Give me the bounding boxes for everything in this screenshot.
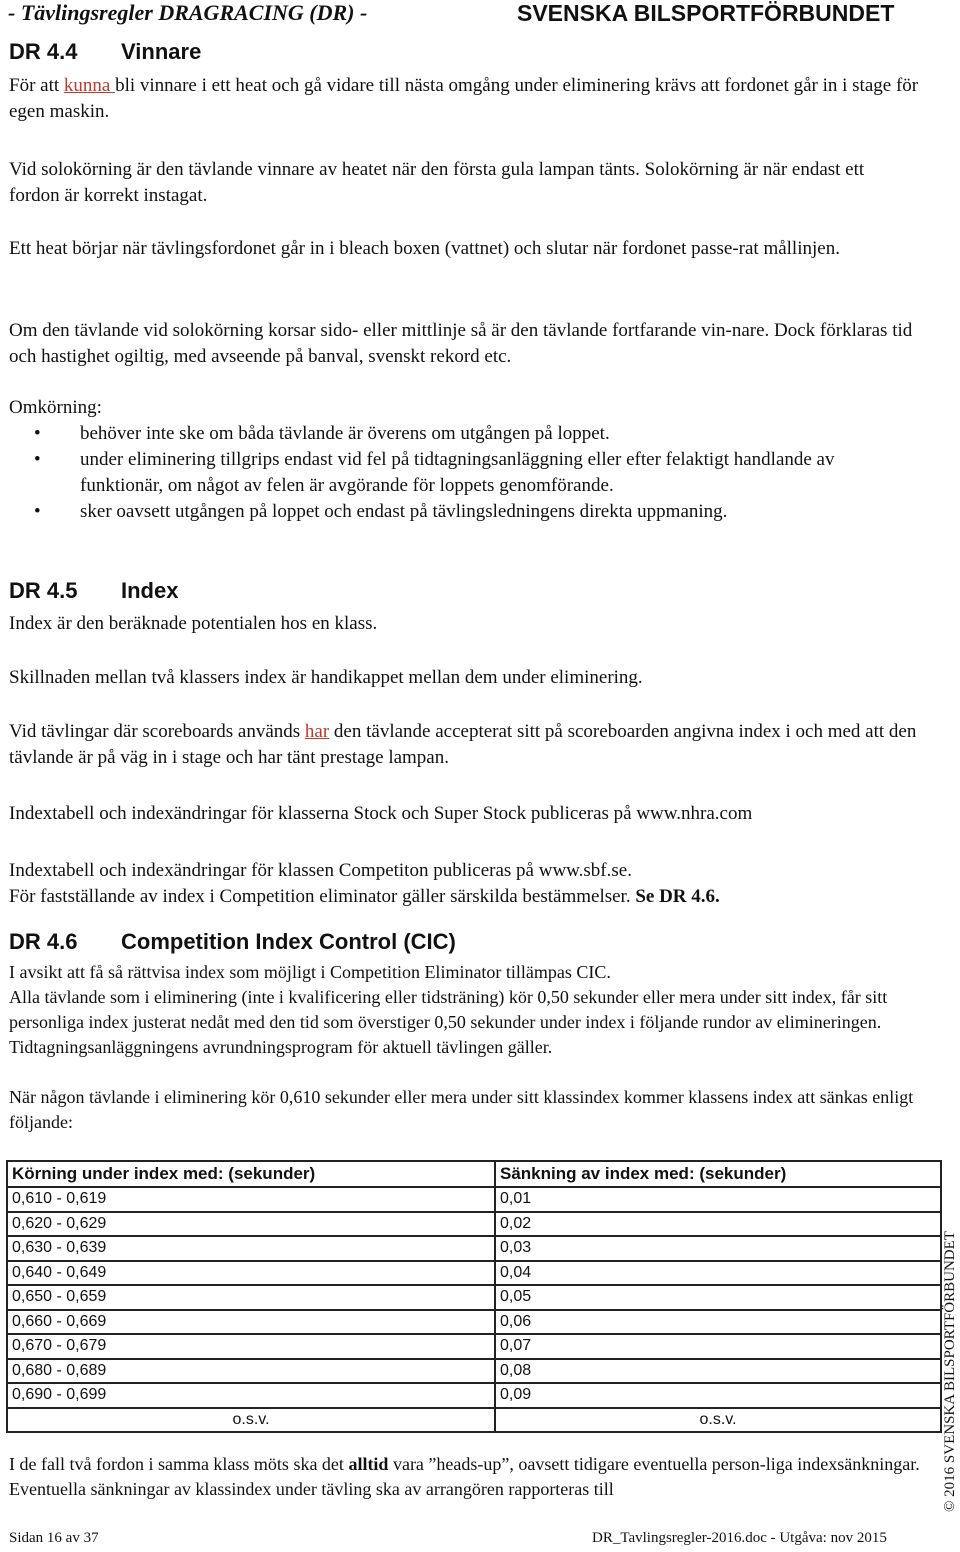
paragraph-vinnare-3: Ett heat börjar när tävlingsfordonet går in i bleach boxen (vattnet) och slutar när fordonet passe-rat mållinjen.	[9, 238, 840, 259]
table-header-cell: Körning under index med: (sekunder)	[7, 1161, 495, 1187]
table-row	[7, 1187, 941, 1212]
document-info: DR_Tavlingsregler-2016.doc - Utgåva: nov 2015	[592, 1530, 887, 1546]
table-cell: 0,08	[495, 1359, 941, 1384]
table-cell: o.s.v.	[7, 1408, 495, 1433]
paragraph-index-2: Skillnaden mellan två klassers index är handikappet mellan dem under eliminering.	[9, 667, 643, 688]
table-cell: 0,09	[495, 1383, 941, 1408]
table-row	[7, 1383, 941, 1408]
omkorning-label: Omkörning:	[9, 397, 102, 418]
table-cell: 0,02	[495, 1212, 941, 1237]
paragraph-cic-4: I de fall två fordon i samma klass möts ska det alltid vara ”heads-up”, oavsett tidigare eventuella person-liga indexsänkningar. Eventuella sänkningar av klassindex under tävling ska av arrangören rapporteras till	[9, 1454, 920, 1499]
index-reduction-table	[6, 1160, 942, 1433]
kunna-link[interactable]: kunna	[63, 75, 116, 96]
paragraph-vinnare-4: Om den tävlande vid solokörning korsar sido- eller mittlinje så är den tävlande fortfarande vin-nare. Dock förklaras tid och hastighet ogiltig, med avseende på banval, svenskt rekord etc.	[9, 320, 913, 367]
section-number-4-6: DR 4.6	[9, 929, 78, 954]
table-row	[7, 1310, 941, 1335]
paragraph-index-4: Indextabell och indexändringar för klasserna Stock och Super Stock publiceras på www.nhra.com	[9, 803, 753, 824]
table-cell: 0,04	[495, 1261, 941, 1286]
paragraph-cic-2: Alla tävlande som i eliminering (inte i kvalificering eller tidsträning) kör 0,50 sekunder eller mera under sitt index, får sitt personliga index justerat nedåt med den tid som överstiger 0,50 sekunder under index i följande rundor av elimineringen. Tidtagningsanläggningens avrundningsprogram för aktuell tävlingen gäller.	[9, 987, 888, 1057]
paragraph-index-6: För fastställande av index i Competition eliminator gäller särskilda bestämmelser. Se DR 4.6.	[9, 886, 720, 907]
bullet-icon: •	[34, 501, 41, 522]
list-item: • under eliminering tillgrips endast vid fel på tidtagningsanläggning eller efter felaktigt handlande av funktionär, om något av felen är avgörande för loppets genomförande.	[34, 449, 835, 496]
table-row	[7, 1236, 941, 1261]
table-cell: 0,680 - 0,689	[7, 1359, 495, 1384]
paragraph-vinnare-2: Vid solokörning är den tävlande vinnare av heatet när den första gula lampan tänts. Solokörning är när endast ett fordon är korrekt instagat.	[9, 159, 865, 206]
table-cell: 0,03	[495, 1236, 941, 1261]
table-row	[7, 1334, 941, 1359]
table-cell: o.s.v.	[495, 1408, 941, 1433]
paragraph-cic-3: När någon tävlande i eliminering kör 0,610 sekunder eller mera under sitt klassindex kommer klassens index att sänkas enligt följande:	[9, 1087, 914, 1132]
table-row	[7, 1261, 941, 1286]
table-cell: 0,01	[495, 1187, 941, 1212]
list-item: • sker oavsett utgången på loppet och endast på tävlingsledningens direkta uppmaning.	[30, 499, 920, 525]
table-cell: 0,660 - 0,669	[7, 1310, 495, 1335]
paragraph-vinnare-1: För att kunna bli vinnare i ett heat och gå vidare till nästa omgång under eliminering krävs att fordonet går in i stage för egen maskin.	[9, 75, 919, 122]
section-title-vinnare: Vinnare	[121, 39, 202, 64]
table-cell: 0,620 - 0,629	[7, 1212, 495, 1237]
header-organization: SVENSKA BILSPORTFÖRBUNDET	[517, 0, 895, 26]
bullet-icon: •	[34, 423, 41, 444]
paragraph-index-3: Vid tävlingar där scoreboards används har den tävlande accepterat sitt på scoreboarden angivna index i och med att den tävlande är på väg in i stage och har tänt prestage lampan.	[9, 721, 917, 768]
table-cell: 0,690 - 0,699	[7, 1383, 495, 1408]
section-title-cic: Competition Index Control (CIC)	[121, 929, 456, 954]
table-cell: 0,670 - 0,679	[7, 1334, 495, 1359]
list-item: • behöver inte ske om båda tävlande är överens om utgången på loppet.	[30, 421, 920, 447]
har-link[interactable]: har	[304, 721, 330, 742]
table-row	[7, 1359, 941, 1384]
section-number-4-5: DR 4.5	[9, 578, 78, 603]
paragraph-cic-1: I avsikt att få så rättvisa index som möjligt i Competition Eliminator tillämpas CIC.	[9, 962, 611, 982]
table-cell: 0,07	[495, 1334, 941, 1359]
table-cell: 0,640 - 0,649	[7, 1261, 495, 1286]
table-cell: 0,06	[495, 1310, 941, 1335]
table-cell: 0,610 - 0,619	[7, 1187, 495, 1212]
header-title: - Tävlingsregler DRAGRACING (DR) -	[8, 0, 368, 25]
table-cell: 0,630 - 0,639	[7, 1236, 495, 1261]
table-row	[7, 1408, 941, 1433]
table-cell: 0,650 - 0,659	[7, 1285, 495, 1310]
section-title-index: Index	[121, 578, 179, 603]
paragraph-index-5: Indextabell och indexändringar för klassen Competiton publiceras på www.sbf.se.	[9, 860, 632, 881]
table-row	[7, 1212, 941, 1237]
table-header-row	[7, 1161, 941, 1187]
table-header-cell: Sänkning av index med: (sekunder)	[495, 1161, 941, 1187]
section-number-4-4: DR 4.4	[9, 39, 78, 64]
bullet-icon: •	[34, 449, 41, 470]
table-row	[7, 1285, 941, 1310]
table-cell: 0,05	[495, 1285, 941, 1310]
omkorning-list	[30, 421, 920, 525]
copyright-side-text: © 2016 SVENSKA BILSPORTFÖRBUNDET	[942, 1231, 958, 1512]
page-number: Sidan 16 av 37	[9, 1530, 99, 1546]
paragraph-index-1: Index är den beräknade potentialen hos en klass.	[9, 613, 378, 634]
